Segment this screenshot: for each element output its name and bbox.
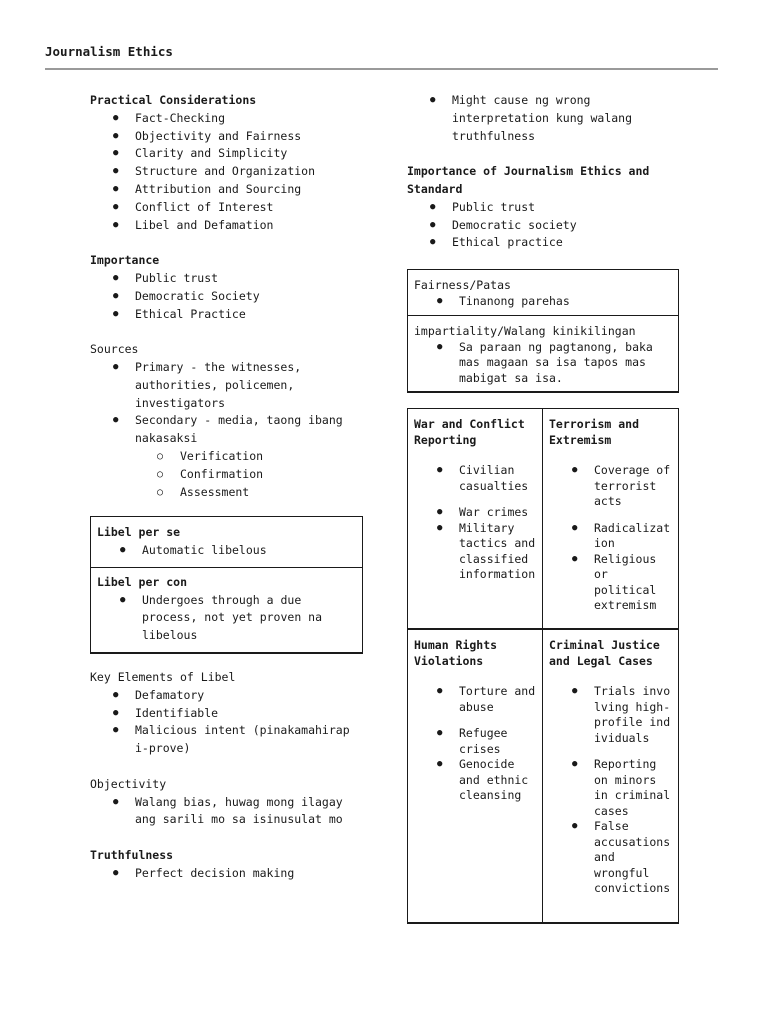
list-item: ● Refugee crises	[414, 726, 536, 757]
war-conflict-heading: War and Conflict Reporting	[414, 417, 525, 447]
fairness-table	[407, 269, 679, 393]
libel-table	[90, 516, 363, 654]
criminal-justice-cell	[543, 630, 678, 922]
list-item: ● Trials involving high-profile individuals	[549, 684, 672, 746]
importance-heading: Importance	[90, 253, 160, 268]
list-item: ● Civilian casualties	[414, 463, 536, 494]
page-title: Journalism Ethics	[45, 44, 173, 59]
list-item: ● Might cause ng wrong interpretation kung walang truthfulness	[407, 92, 677, 145]
importance-standard-heading: Importance of Journalism Ethics and Standard	[407, 164, 650, 196]
importance-standard-list	[407, 199, 677, 252]
libel-per-con-cell	[91, 568, 362, 652]
list-item: ● Identifiable	[90, 705, 385, 723]
sources-sublist	[90, 448, 385, 501]
libel-per-se-cell	[91, 517, 362, 568]
objectivity-heading: Objectivity	[90, 776, 167, 791]
title-divider	[45, 68, 718, 70]
list-item: ● Tinanong parehas	[414, 294, 672, 310]
practical-heading: Practical Considerations	[90, 93, 257, 107]
right-column	[407, 92, 677, 252]
key-elements-list	[90, 687, 385, 758]
war-conflict-cell	[408, 409, 542, 628]
list-item: ● Walang bias, huwag mong ilagay ang sarili mo sa isinusulat mo	[90, 794, 385, 830]
list-item: ● Perfect decision making	[90, 865, 385, 883]
human-rights-heading: Human Rights Violations	[414, 638, 498, 668]
importance-list	[90, 270, 385, 323]
libel-per-se-heading: Libel per se	[97, 525, 181, 539]
list-item: ● Clarity and Simplicity	[90, 145, 385, 163]
topics-grid	[407, 408, 679, 924]
list-item: ○ Assessment	[90, 484, 385, 502]
list-item: ● War crimes	[414, 505, 536, 521]
list-item: ● Torture and abuse	[414, 684, 536, 715]
list-item: ● Democratic society	[407, 217, 677, 235]
list-item: ● Fact-Checking	[90, 110, 385, 128]
list-item: ● Libel and Defamation	[90, 217, 385, 235]
list-item: ● Public trust	[407, 199, 677, 217]
list-item: ○ Verification	[90, 448, 385, 466]
impartiality-cell	[408, 316, 678, 391]
human-rights-cell	[408, 630, 542, 922]
list-item: ● Conflict of Interest	[90, 199, 385, 217]
list-item: ● Religious or political extremism	[549, 552, 672, 614]
list-item: ● Structure and Organization	[90, 163, 385, 181]
list-item: ● Attribution and Sourcing	[90, 181, 385, 199]
criminal-justice-heading: Criminal Justice and Legal Cases	[549, 638, 660, 668]
list-item: ● Radicalization	[549, 521, 672, 552]
libel-per-con-heading: Libel per con	[97, 575, 188, 589]
list-item: ● Coverage of terrorist acts	[549, 463, 672, 510]
list-item: ● Primary - the witnesses, authorities, policemen, investigators	[90, 359, 385, 412]
list-item: ● Military tactics and classified information	[414, 521, 536, 583]
list-item: ● Secondary - media, taong ibang nakasaksi	[90, 412, 385, 448]
list-item: ● Reporting on minors in criminal cases	[549, 757, 672, 819]
list-item: ● Ethical practice	[407, 234, 677, 252]
list-item: ○ Confirmation	[90, 466, 385, 484]
list-item: ● Democratic Society	[90, 288, 385, 306]
list-item: ● Sa paraan ng pagtanong, baka mas magaan sa isa tapos mas mabigat sa isa.	[414, 340, 672, 387]
list-item: ● Undergoes through a due process, not yet proven na libelous	[97, 592, 356, 645]
sources-list	[90, 359, 385, 448]
truthfulness-heading: Truthfulness	[90, 847, 174, 862]
list-item: ● Automatic libelous	[97, 543, 356, 559]
list-item: ● Public trust	[90, 270, 385, 288]
list-item: ● Genocide and ethnic cleansing	[414, 757, 536, 804]
impartiality-heading: impartiality/Walang kinikilingan	[414, 324, 636, 338]
terrorism-heading: Terrorism and Extremism	[549, 417, 640, 447]
key-elements-heading: Key Elements of Libel	[90, 670, 236, 684]
left-column	[90, 92, 385, 501]
left-column-lower	[90, 669, 385, 883]
practical-list	[90, 110, 385, 235]
list-item: ● Defamatory	[90, 687, 385, 705]
list-item: ● Objectivity and Fairness	[90, 128, 385, 146]
fairness-heading: Fairness/Patas	[414, 278, 511, 292]
sources-heading: Sources	[90, 342, 139, 357]
fairness-cell	[408, 270, 678, 315]
list-item: ● Malicious intent (pinakamahirap i-prove)	[90, 722, 385, 758]
list-item: ● Ethical Practice	[90, 306, 385, 324]
terrorism-cell	[543, 409, 678, 628]
list-item: ● False accusations and wrongful convictions	[549, 819, 672, 897]
